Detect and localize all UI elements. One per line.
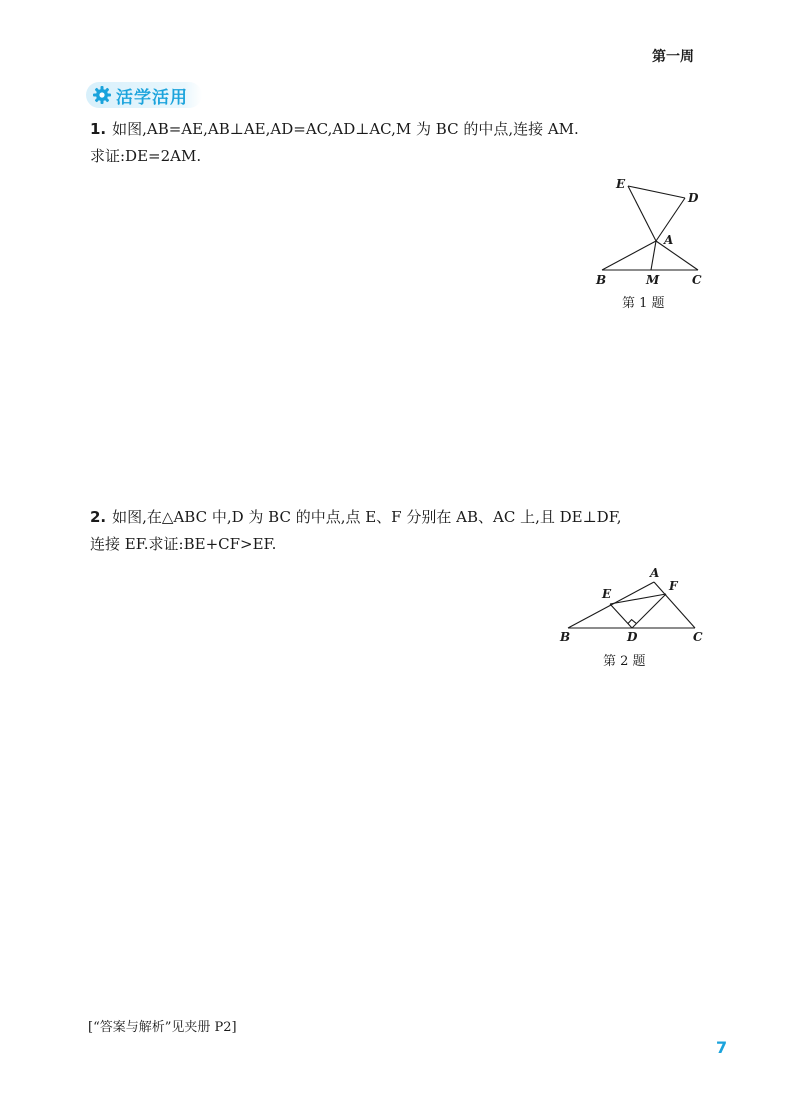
- problem-1-line-2: 求证:DE=2AM.: [90, 147, 202, 165]
- figure-1-caption: 第 1 题: [622, 296, 665, 311]
- section-tag: [86, 82, 202, 108]
- problem-1: [90, 116, 720, 170]
- label-F: F: [669, 579, 678, 593]
- problem-2-number: 2.: [90, 508, 107, 526]
- problem-1-line-1: [90, 116, 720, 143]
- segment-ED: [628, 186, 685, 198]
- week-label: 第一周: [652, 49, 694, 65]
- figure-2-caption: 第 2 题: [603, 654, 646, 669]
- label-D: D: [688, 191, 699, 205]
- problem-2-line-1: [90, 504, 720, 531]
- answer-reference: [“答案与解析”见夹册 P2]: [88, 1020, 237, 1035]
- label-M: M: [646, 273, 660, 287]
- label-A: A: [650, 566, 660, 580]
- label-C: C: [693, 630, 703, 644]
- section-title: 活学活用: [116, 87, 188, 108]
- label-E: E: [602, 587, 612, 601]
- segment-ED: [610, 604, 632, 628]
- problem-2: [90, 504, 720, 558]
- label-B: B: [596, 273, 607, 287]
- figure-1: [592, 174, 712, 298]
- figure-2: [554, 562, 714, 650]
- segment-EA: [628, 186, 656, 241]
- label-C: C: [692, 273, 702, 287]
- gear-icon: [92, 85, 112, 105]
- problem-1-number: 1.: [90, 120, 107, 138]
- label-D: D: [627, 630, 638, 644]
- problem-2-line-2: 连接 EF.求证:BE+CF>EF.: [90, 535, 277, 553]
- label-A: A: [664, 233, 674, 247]
- segment-BA: [602, 241, 656, 270]
- segment-AM: [651, 241, 656, 270]
- page-number: 7: [716, 1038, 728, 1057]
- segment-AC: [656, 241, 698, 270]
- label-E: E: [616, 177, 626, 191]
- problem-2-text: 如图,在△ABC 中,D 为 BC 的中点,点 E、F 分别在 AB、AC 上,且 DE⊥DF,: [112, 508, 622, 526]
- right-angle-mark: [628, 620, 636, 624]
- label-B: B: [560, 630, 571, 644]
- problem-1-text: 如图,AB=AE,AB⊥AE,AD=AC,AD⊥AC,M 为 BC 的中点,连接 AM.: [112, 120, 579, 138]
